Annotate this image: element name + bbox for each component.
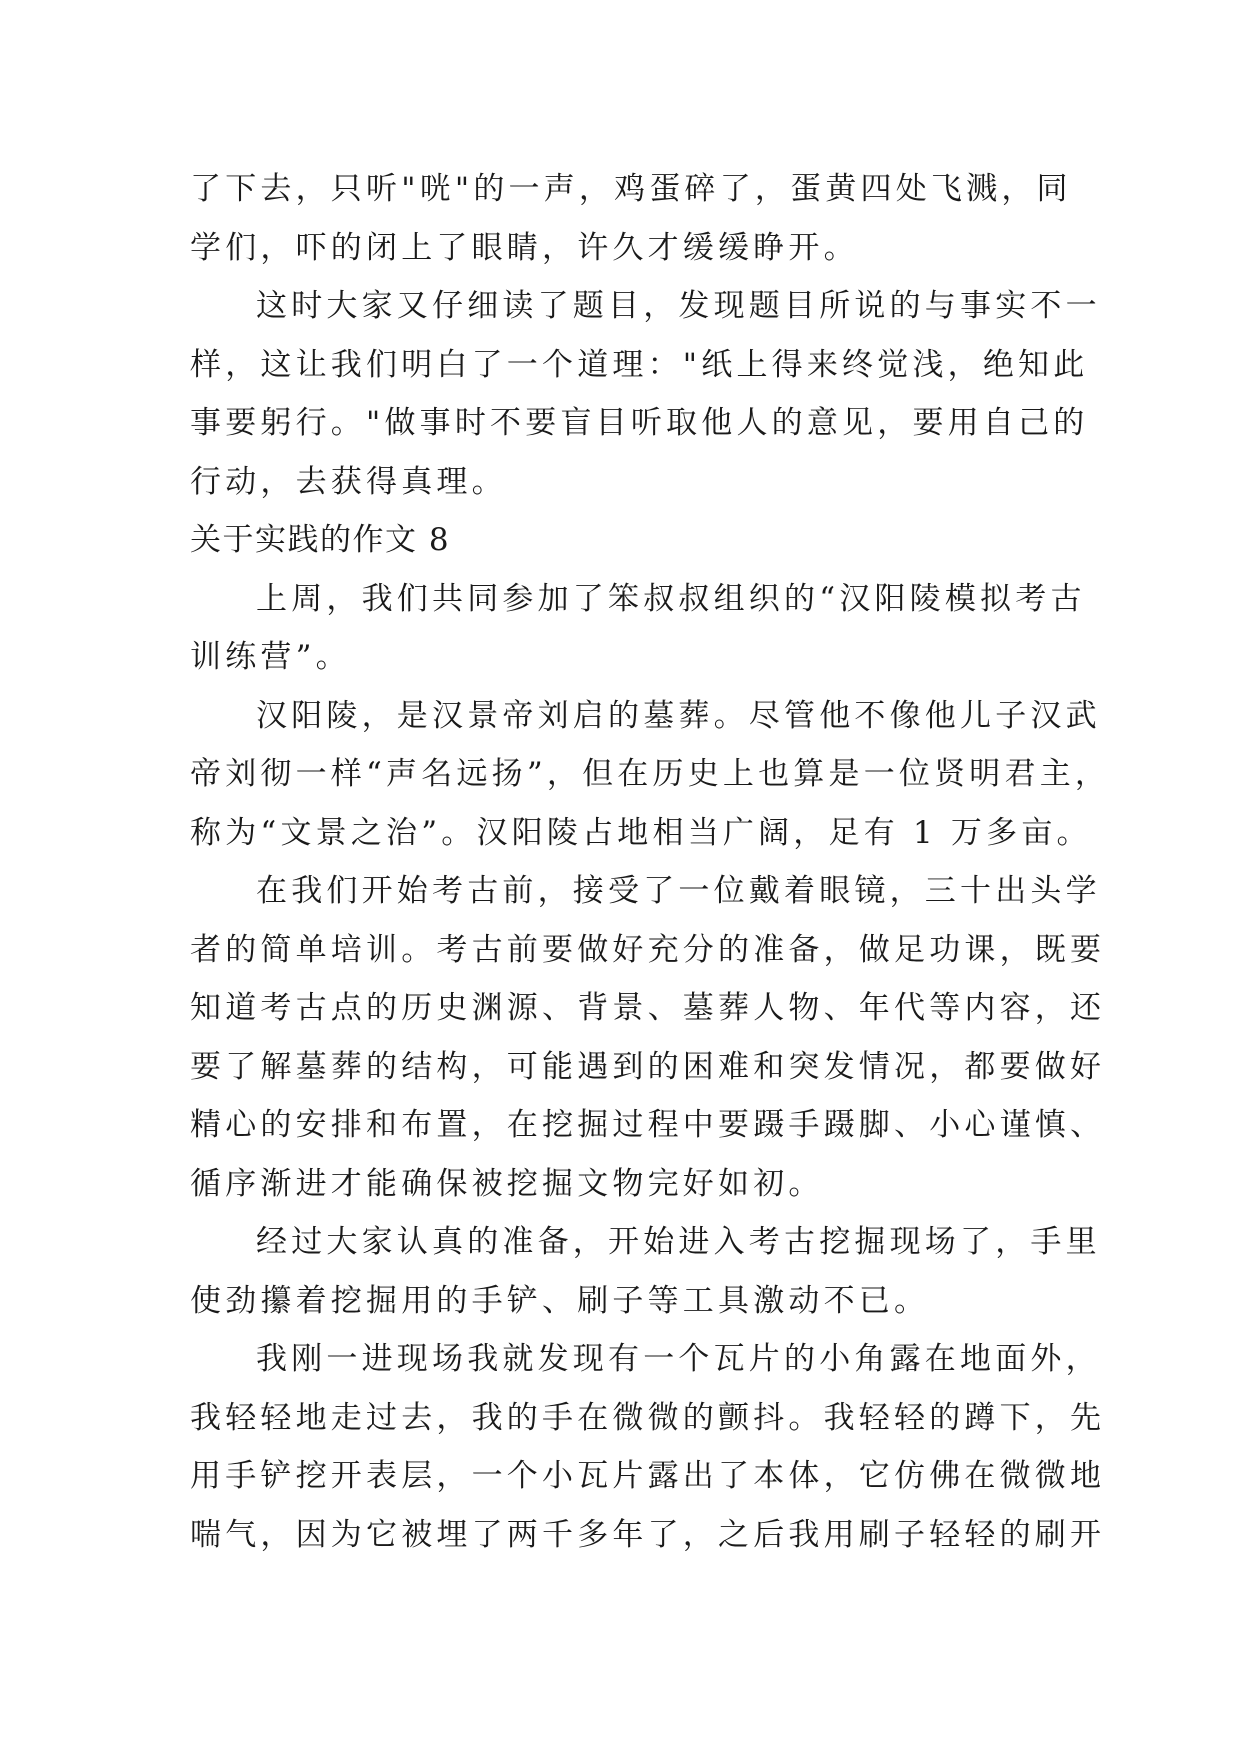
paragraph-line: 这时大家又仔细读了题目，发现题目所说的与事实不一 xyxy=(256,288,1101,324)
paragraph-line: 学们，吓的闭上了眼睛，许久才缓缓睁开。 xyxy=(190,229,859,266)
paragraph-line: 循序渐进才能确保被挖掘文物完好如初。 xyxy=(190,1165,824,1202)
paragraph-line: 经过大家认真的准备，开始进入考古挖掘现场了，手里 xyxy=(256,1224,1101,1260)
essay-body xyxy=(190,160,1111,1564)
paragraph-line: 训练营”。 xyxy=(190,639,351,675)
paragraph-line: 我刚一进现场我就发现有一个瓦片的小角露在地面外， xyxy=(256,1341,1101,1377)
paragraph-line: 者的简单培训。考古前要做好充分的准备，做足功课，既要 xyxy=(190,931,1106,968)
paragraph-line: 要了解墓葬的结构，可能遇到的困难和突发情况，都要做好 xyxy=(190,1048,1106,1085)
paragraph-line: 精心的安排和布置，在挖掘过程中要蹑手蹑脚、小心谨慎、 xyxy=(190,1107,1106,1143)
paragraph-line: 汉阳陵，是汉景帝刘启的墓葬。尽管他不像他儿子汉武 xyxy=(256,697,1101,734)
paragraph-line: 上周，我们共同参加了笨叔叔组织的“汉阳陵模拟考古 xyxy=(256,580,1086,617)
paragraph-line: 帝刘彻一样“声名远扬”，但在历史上也算是一位贤明君主， xyxy=(190,756,1111,792)
paragraph-line: 事要躬行。"做事时不要盲目听取他人的意见，要用自己的 xyxy=(190,405,1089,441)
paragraph-line: 样，这让我们明白了一个道理："纸上得来终觉浅，绝知此 xyxy=(190,346,1089,383)
paragraph-line: 在我们开始考古前，接受了一位戴着眼镜，三十出头学 xyxy=(256,873,1101,909)
paragraph-line: 用手铲挖开表层，一个小瓦片露出了本体，它仿佛在微微地 xyxy=(190,1458,1106,1494)
paragraph-line: 知道考古点的历史渊源、背景、墓葬人物、年代等内容，还 xyxy=(190,990,1106,1026)
section-heading: 关于实践的作文 8 xyxy=(190,522,451,558)
paragraph-line: 喘气，因为它被埋了两千多年了，之后我用刷子轻轻的刷开 xyxy=(190,1516,1106,1553)
paragraph-line: 使劲攥着挖掘用的手铲、刷子等工具激动不已。 xyxy=(190,1282,930,1319)
paragraph-line: 称为“文景之治”。汉阳陵占地相当广阔，足有 1 万多亩。 xyxy=(190,814,1092,851)
paragraph-line: 了下去，只听"咣"的一声，鸡蛋碎了，蛋黄四处飞溅，同 xyxy=(190,171,1072,207)
paragraph-line: 行动，去获得真理。 xyxy=(190,463,507,500)
paragraph-line: 我轻轻地走过去，我的手在微微的颤抖。我轻轻的蹲下，先 xyxy=(190,1399,1106,1436)
